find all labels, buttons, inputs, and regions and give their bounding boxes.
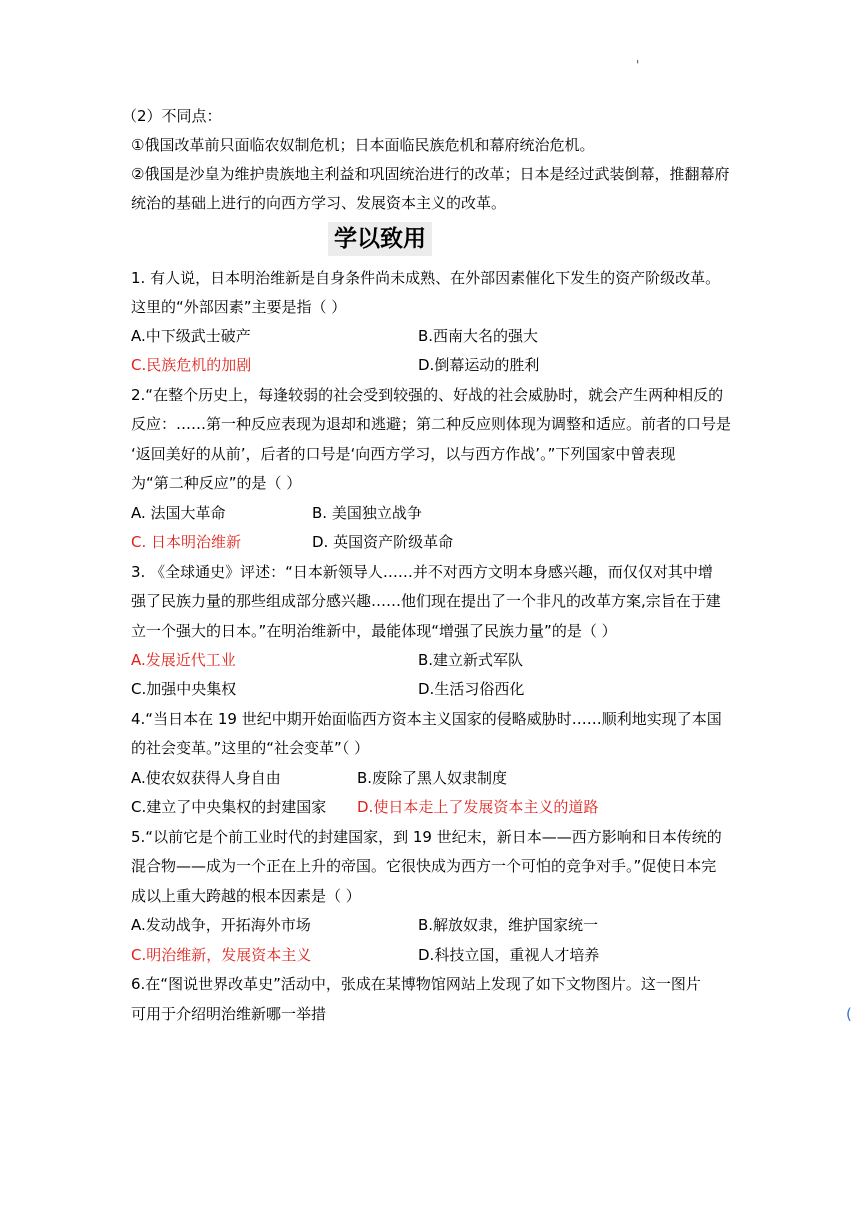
q5-option-c-answer: C.明治维新，发展资本主义 xyxy=(131,946,312,964)
q1-option-d: D.倒幕运动的胜利 xyxy=(418,356,540,374)
q2-line-3: ‘返回美好的从前’，后者的口号是‘向西方学习，以与西方作战’。”下列国家中曾表现 xyxy=(131,445,676,463)
q1-line-2: 这里的“外部因素”主要是指（ ） xyxy=(131,298,347,316)
q4-line-2: 的社会变革。”这里的“社会变革”（ ） xyxy=(131,739,370,757)
q3-line-2: 强了民族力量的那些组成部分感兴趣……他们现在提出了一个非凡的改革方案,宗旨在于建 xyxy=(131,592,721,610)
q6-line-1: 6.在“图说世界改革史”活动中，张成在某博物馆网站上发现了如下文物图片。这一图片 xyxy=(131,975,701,993)
q5-option-a: A.发动战争，开拓海外市场 xyxy=(131,916,311,934)
q2-line-4: 为“第二种反应”的是（ ） xyxy=(131,474,302,492)
q3-option-b: B.建立新式军队 xyxy=(418,651,524,669)
q1-option-c-answer: C.民族危机的加剧 xyxy=(131,356,252,374)
section-title: 学以致用 xyxy=(328,222,432,256)
q3-line-3: 立一个强大的日本。”在明治维新中，最能体现“增强了民族力量”的是（ ） xyxy=(131,622,617,640)
q5-option-d: D.科技立国，重视人才培养 xyxy=(418,946,600,964)
q1-option-b: B.西南大名的强大 xyxy=(418,327,539,345)
q4-line-1: 4.“当日本在 19 世纪中期开始面临西方资本主义国家的侵略威胁时……顺利地实现了本国 xyxy=(131,710,722,728)
q6-line-2: 可用于介绍明治维新哪一举措 xyxy=(131,1005,327,1023)
q1-line-1: 1. 有人说，日本明治维新是自身条件尚未成熟、在外部因素催化下发生的资产阶级改革。 xyxy=(131,269,721,287)
q5-line-2: 混合物——成为一个正在上升的帝国。它很快成为西方一个可怕的竞争对手。”促使日本完 xyxy=(131,857,717,875)
right-edge-mark: ( xyxy=(846,1005,852,1023)
q1-option-a: A.中下级武士破产 xyxy=(131,327,251,345)
q4-option-a: A.使农奴获得人身自由 xyxy=(131,769,281,787)
q3-option-a-answer: A.发展近代工业 xyxy=(131,651,236,669)
diff-point-2-line-1: ②俄国是沙皇为维护贵族地主利益和巩固统治进行的改革；日本是经过武装倒幕，推翻幕府 xyxy=(131,165,730,183)
q2-option-a: A. 法国大革命 xyxy=(131,504,226,522)
q2-option-b: B. 美国独立战争 xyxy=(312,504,422,522)
q3-line-1: 3. 《全球通史》评述：“日本新领导人……并不对西方文明本身感兴趣，而仅仅对其中增 xyxy=(131,563,713,581)
q5-option-b: B.解放奴隶，维护国家统一 xyxy=(418,916,599,934)
q3-option-d: D.生活习俗西化 xyxy=(418,680,525,698)
q5-line-1: 5.“以前它是个前工业时代的封建国家，到 19 世纪末，新日本——西方影响和日本传统的 xyxy=(131,828,722,846)
q5-line-3: 成以上重大跨越的根本因素是（ ） xyxy=(131,887,361,905)
q3-option-c: C.加强中央集权 xyxy=(131,680,237,698)
q2-option-d: D. 英国资产阶级革命 xyxy=(312,533,454,551)
q2-line-2: 反应：……第一种反应表现为退却和逃避；第二种反应则体现为调整和适应。前者的口号是 xyxy=(131,415,732,433)
q4-option-d-answer: D.使日本走上了发展资本主义的道路 xyxy=(357,798,599,816)
q2-option-c-answer: C. 日本明治维新 xyxy=(131,533,242,551)
q4-option-c: C.建立了中央集权的封建国家 xyxy=(131,798,327,816)
q4-option-b: B.废除了黑人奴隶制度 xyxy=(357,769,508,787)
top-mark: ' xyxy=(636,58,640,72)
diff-heading: （2）不同点： xyxy=(122,107,222,125)
q2-line-1: 2.“在整个历史上，每逢较弱的社会受到较强的、好战的社会威胁时，就会产生两种相反的 xyxy=(131,386,724,404)
diff-point-1: ①俄国改革前只面临农奴制危机；日本面临民族危机和幕府统治危机。 xyxy=(131,136,595,154)
diff-point-2-line-2: 统治的基础上进行的向西方学习、发展资本主义的改革。 xyxy=(131,194,507,212)
